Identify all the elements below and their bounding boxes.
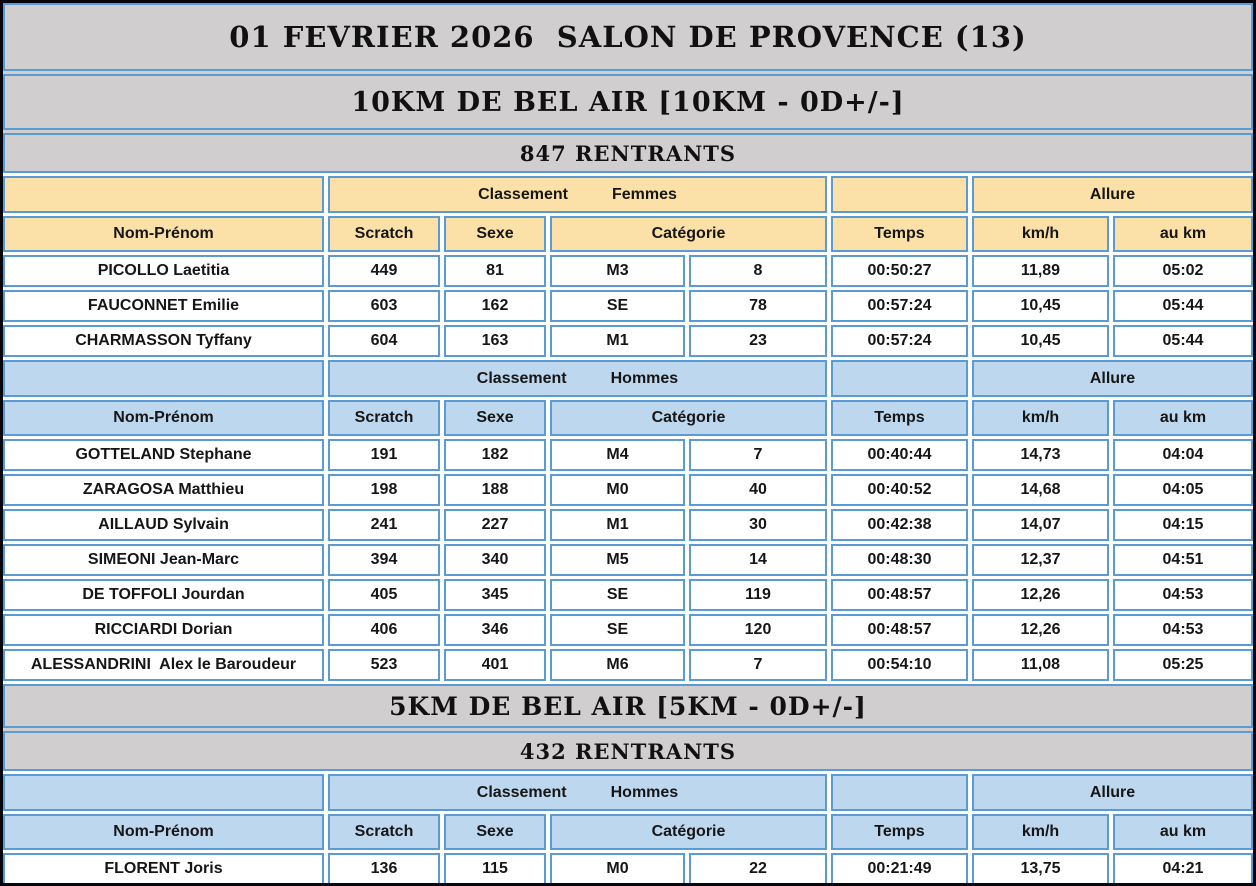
cell-aukm: 05:44 [1113, 325, 1253, 357]
runner-row [3, 255, 1253, 287]
cell-categorie-rank: 119 [689, 579, 827, 611]
classement-hommes-cell [328, 774, 827, 811]
cell-scratch: 449 [328, 255, 440, 287]
race2-entrants-text: 432 RENTRANTS [519, 738, 737, 764]
cell-aukm: 04:21 [1113, 853, 1253, 885]
cell-name: SIMEONI Jean-Marc [3, 544, 324, 576]
runner-row [3, 853, 1253, 885]
cell-kmh: 11,08 [972, 649, 1109, 681]
cell-categorie: M5 [550, 544, 685, 576]
allure-label: Allure [972, 360, 1253, 397]
cell-categorie-rank: 120 [689, 614, 827, 646]
cell-name: FAUCONNET Emilie [3, 290, 324, 322]
cell-temps: 00:40:44 [831, 439, 968, 471]
col-header-sexe: Sexe [444, 400, 546, 436]
race2-title-text: 5KM DE BEL AIR [5KM - 0D+/-] [389, 691, 867, 721]
cell-temps: 00:40:52 [831, 474, 968, 506]
empty-cell [3, 176, 324, 213]
cell-temps: 00:48:57 [831, 579, 968, 611]
cell-sexe: 227 [444, 509, 546, 541]
empty-cell [3, 360, 324, 397]
runner-row [3, 439, 1253, 471]
classement-femmes-cell [328, 176, 827, 213]
race1-entrants [3, 133, 1253, 173]
race1-title-section [3, 3, 1253, 173]
cell-temps: 00:57:24 [831, 325, 968, 357]
col-header-aukm: au km [1113, 400, 1253, 436]
cell-name: RICCIARDI Dorian [3, 614, 324, 646]
cell-aukm: 05:44 [1113, 290, 1253, 322]
cell-scratch: 136 [328, 853, 440, 885]
cell-categorie: SE [550, 290, 685, 322]
event-title-text: 01 FEVRIER 2026 SALON DE PROVENCE (13) [229, 20, 1027, 54]
race1-title [3, 74, 1253, 130]
runner-row [3, 509, 1253, 541]
cell-categorie-rank: 30 [689, 509, 827, 541]
col-header-name: Nom-Prénom [3, 814, 324, 850]
gender-label: Hommes [610, 783, 679, 801]
hommes-column-headers [3, 814, 1253, 850]
event-title [3, 3, 1253, 71]
cell-kmh: 12,26 [972, 614, 1109, 646]
cell-categorie: M4 [550, 439, 685, 471]
col-header-sexe: Sexe [444, 814, 546, 850]
cell-temps: 00:57:24 [831, 290, 968, 322]
allure-label: Allure [972, 774, 1253, 811]
race2-title [3, 684, 1253, 728]
col-header-temps: Temps [831, 400, 968, 436]
cell-temps: 00:21:49 [831, 853, 968, 885]
classement-label: Classement [478, 185, 568, 203]
cell-scratch: 603 [328, 290, 440, 322]
col-header-kmh: km/h [972, 216, 1109, 252]
col-header-name: Nom-Prénom [3, 400, 324, 436]
cell-aukm: 04:53 [1113, 614, 1253, 646]
runner-row [3, 544, 1253, 576]
cell-categorie: M1 [550, 325, 685, 357]
runner-row [3, 474, 1253, 506]
allure-label: Allure [972, 176, 1253, 213]
cell-categorie-rank: 23 [689, 325, 827, 357]
col-header-scratch: Scratch [328, 400, 440, 436]
cell-scratch: 406 [328, 614, 440, 646]
empty-cell [3, 774, 324, 811]
runner-row [3, 290, 1253, 322]
race2-results-table [3, 774, 1253, 885]
cell-categorie: M1 [550, 509, 685, 541]
cell-scratch: 198 [328, 474, 440, 506]
cell-aukm: 04:51 [1113, 544, 1253, 576]
cell-categorie: M0 [550, 853, 685, 885]
cell-categorie-rank: 40 [689, 474, 827, 506]
cell-categorie: M0 [550, 474, 685, 506]
cell-scratch: 523 [328, 649, 440, 681]
cell-name: ALESSANDRINI Alex le Baroudeur [3, 649, 324, 681]
cell-kmh: 14,68 [972, 474, 1109, 506]
cell-categorie: SE [550, 579, 685, 611]
cell-name: AILLAUD Sylvain [3, 509, 324, 541]
cell-scratch: 604 [328, 325, 440, 357]
cell-aukm: 04:53 [1113, 579, 1253, 611]
empty-cell [831, 176, 968, 213]
runner-row [3, 579, 1253, 611]
race1-entrants-text: 847 RENTRANTS [519, 140, 737, 166]
cell-sexe: 346 [444, 614, 546, 646]
runner-row [3, 325, 1253, 357]
empty-cell [831, 774, 968, 811]
cell-name: DE TOFFOLI Jourdan [3, 579, 324, 611]
gender-label: Femmes [611, 185, 677, 203]
runner-row [3, 614, 1253, 646]
cell-scratch: 241 [328, 509, 440, 541]
classement-hommes-cell [328, 360, 827, 397]
col-header-sexe: Sexe [444, 216, 546, 252]
cell-categorie-rank: 14 [689, 544, 827, 576]
cell-kmh: 11,89 [972, 255, 1109, 287]
cell-aukm: 04:04 [1113, 439, 1253, 471]
cell-temps: 00:48:57 [831, 614, 968, 646]
cell-aukm: 05:25 [1113, 649, 1253, 681]
hommes-group-header [3, 360, 1253, 397]
hommes-group-header [3, 774, 1253, 811]
cell-categorie: SE [550, 614, 685, 646]
cell-kmh: 12,37 [972, 544, 1109, 576]
col-header-scratch: Scratch [328, 216, 440, 252]
gender-label: Hommes [610, 369, 679, 387]
cell-sexe: 401 [444, 649, 546, 681]
runner-row [3, 649, 1253, 681]
cell-name: PICOLLO Laetitia [3, 255, 324, 287]
classement-label: Classement [476, 369, 567, 387]
cell-name: FLORENT Joris [3, 853, 324, 885]
race1-title-text: 10KM DE BEL AIR [10KM - 0D+/-] [351, 86, 905, 118]
cell-scratch: 405 [328, 579, 440, 611]
cell-sexe: 163 [444, 325, 546, 357]
col-header-kmh: km/h [972, 400, 1109, 436]
cell-name: ZARAGOSA Matthieu [3, 474, 324, 506]
cell-categorie: M3 [550, 255, 685, 287]
cell-sexe: 188 [444, 474, 546, 506]
cell-kmh: 12,26 [972, 579, 1109, 611]
cell-sexe: 115 [444, 853, 546, 885]
cell-categorie-rank: 8 [689, 255, 827, 287]
col-header-scratch: Scratch [328, 814, 440, 850]
femmes-column-headers [3, 216, 1253, 252]
cell-sexe: 182 [444, 439, 546, 471]
cell-scratch: 191 [328, 439, 440, 471]
cell-name: CHARMASSON Tyffany [3, 325, 324, 357]
cell-sexe: 340 [444, 544, 546, 576]
col-header-categorie: Catégorie [550, 814, 827, 850]
cell-sexe: 81 [444, 255, 546, 287]
cell-categorie-rank: 78 [689, 290, 827, 322]
cell-sexe: 162 [444, 290, 546, 322]
cell-temps: 00:50:27 [831, 255, 968, 287]
cell-categorie: M6 [550, 649, 685, 681]
col-header-categorie: Catégorie [550, 216, 827, 252]
cell-sexe: 345 [444, 579, 546, 611]
classement-label: Classement [476, 783, 567, 801]
cell-scratch: 394 [328, 544, 440, 576]
cell-categorie-rank: 7 [689, 649, 827, 681]
cell-categorie-rank: 7 [689, 439, 827, 471]
cell-temps: 00:48:30 [831, 544, 968, 576]
cell-kmh: 10,45 [972, 290, 1109, 322]
cell-aukm: 04:15 [1113, 509, 1253, 541]
cell-kmh: 13,75 [972, 853, 1109, 885]
femmes-group-header [3, 176, 1253, 213]
col-header-aukm: au km [1113, 216, 1253, 252]
col-header-temps: Temps [831, 814, 968, 850]
hommes-column-headers [3, 400, 1253, 436]
cell-kmh: 10,45 [972, 325, 1109, 357]
col-header-name: Nom-Prénom [3, 216, 324, 252]
race2-entrants [3, 731, 1253, 771]
col-header-kmh: km/h [972, 814, 1109, 850]
cell-temps: 00:54:10 [831, 649, 968, 681]
cell-aukm: 04:05 [1113, 474, 1253, 506]
col-header-temps: Temps [831, 216, 968, 252]
cell-aukm: 05:02 [1113, 255, 1253, 287]
cell-name: GOTTELAND Stephane [3, 439, 324, 471]
cell-kmh: 14,07 [972, 509, 1109, 541]
cell-categorie-rank: 22 [689, 853, 827, 885]
cell-temps: 00:42:38 [831, 509, 968, 541]
col-header-aukm: au km [1113, 814, 1253, 850]
col-header-categorie: Catégorie [550, 400, 827, 436]
race2-title-section [3, 684, 1253, 771]
empty-cell [831, 360, 968, 397]
cell-kmh: 14,73 [972, 439, 1109, 471]
race1-results-table [3, 176, 1253, 681]
